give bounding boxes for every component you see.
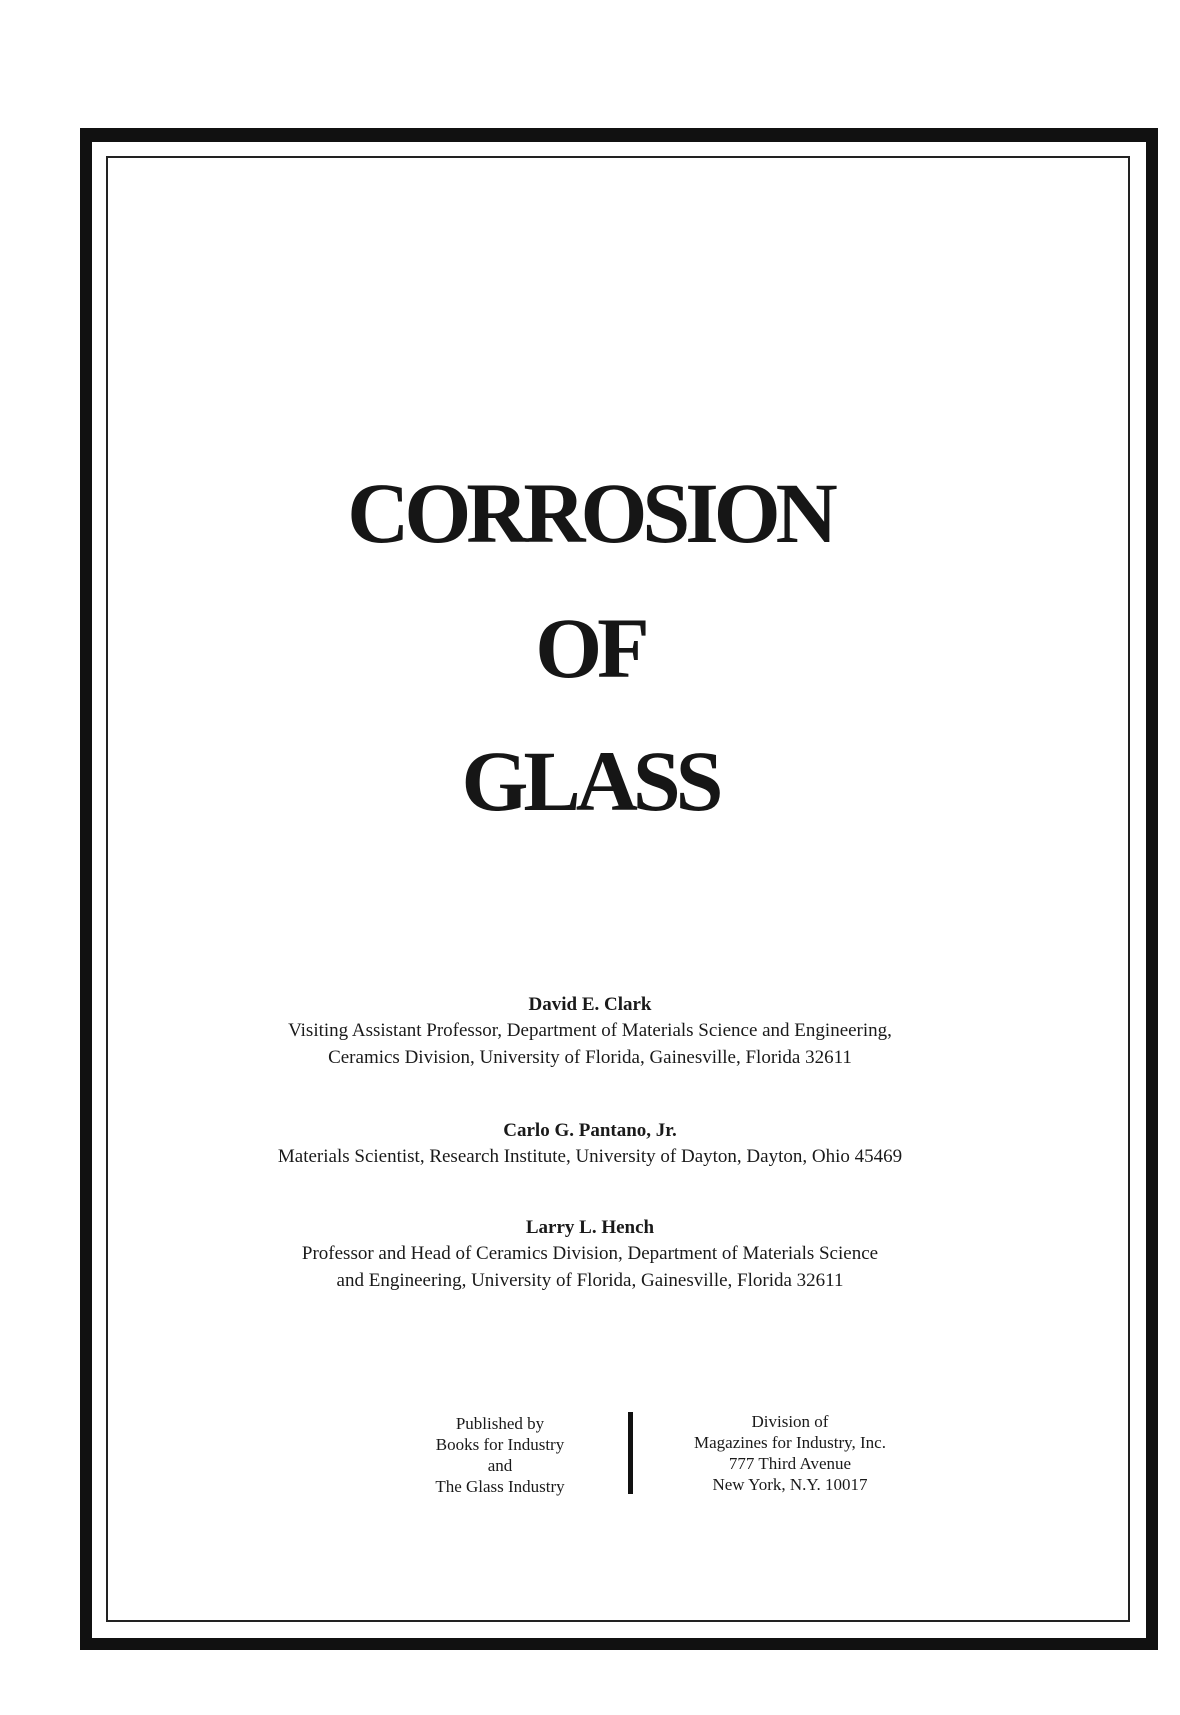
author-name: Carlo G. Pantano, Jr.	[503, 1120, 677, 1141]
publisher-line: The Glass Industry	[435, 1477, 565, 1496]
author-affiliation-line: and Engineering, University of Florida, Gainesville, Florida 32611	[336, 1270, 844, 1291]
publisher-line: Books for Industry	[435, 1435, 565, 1454]
publisher-line: Division of	[751, 1412, 829, 1431]
author-block-pantano	[0, 1119, 1180, 1170]
publisher-line: and	[487, 1456, 513, 1475]
author-affiliation-line: Professor and Head of Ceramics Division, Department of Materials Science	[301, 1243, 879, 1264]
publisher-right	[660, 1411, 920, 1495]
author-block-hench	[0, 1216, 1180, 1294]
author-affiliation-line: Visiting Assistant Professor, Department of Materials Science and Engineering,	[288, 1020, 892, 1041]
page-border-thin	[106, 156, 1130, 1622]
publisher-divider	[628, 1412, 633, 1494]
author-affiliation-line: Materials Scientist, Research Institute, University of Dayton, Dayton, Ohio 45469	[277, 1146, 903, 1167]
title-line-2: OF	[535, 600, 645, 696]
title-line-3: GLASS	[461, 733, 719, 829]
author-name: Larry L. Hench	[525, 1217, 655, 1238]
publisher-left	[400, 1413, 600, 1497]
publisher-line: Published by	[455, 1414, 545, 1433]
author-name: David E. Clark	[528, 994, 652, 1015]
author-affiliation-line: Ceramics Division, University of Florida, Gainesville, Florida 32611	[328, 1047, 852, 1068]
publisher-line: Magazines for Industry, Inc.	[694, 1433, 886, 1452]
title-line-1: CORROSION	[347, 465, 833, 561]
author-block-clark	[0, 993, 1180, 1071]
publisher-line: New York, N.Y. 10017	[712, 1475, 868, 1494]
publisher-line: 777 Third Avenue	[728, 1454, 852, 1473]
